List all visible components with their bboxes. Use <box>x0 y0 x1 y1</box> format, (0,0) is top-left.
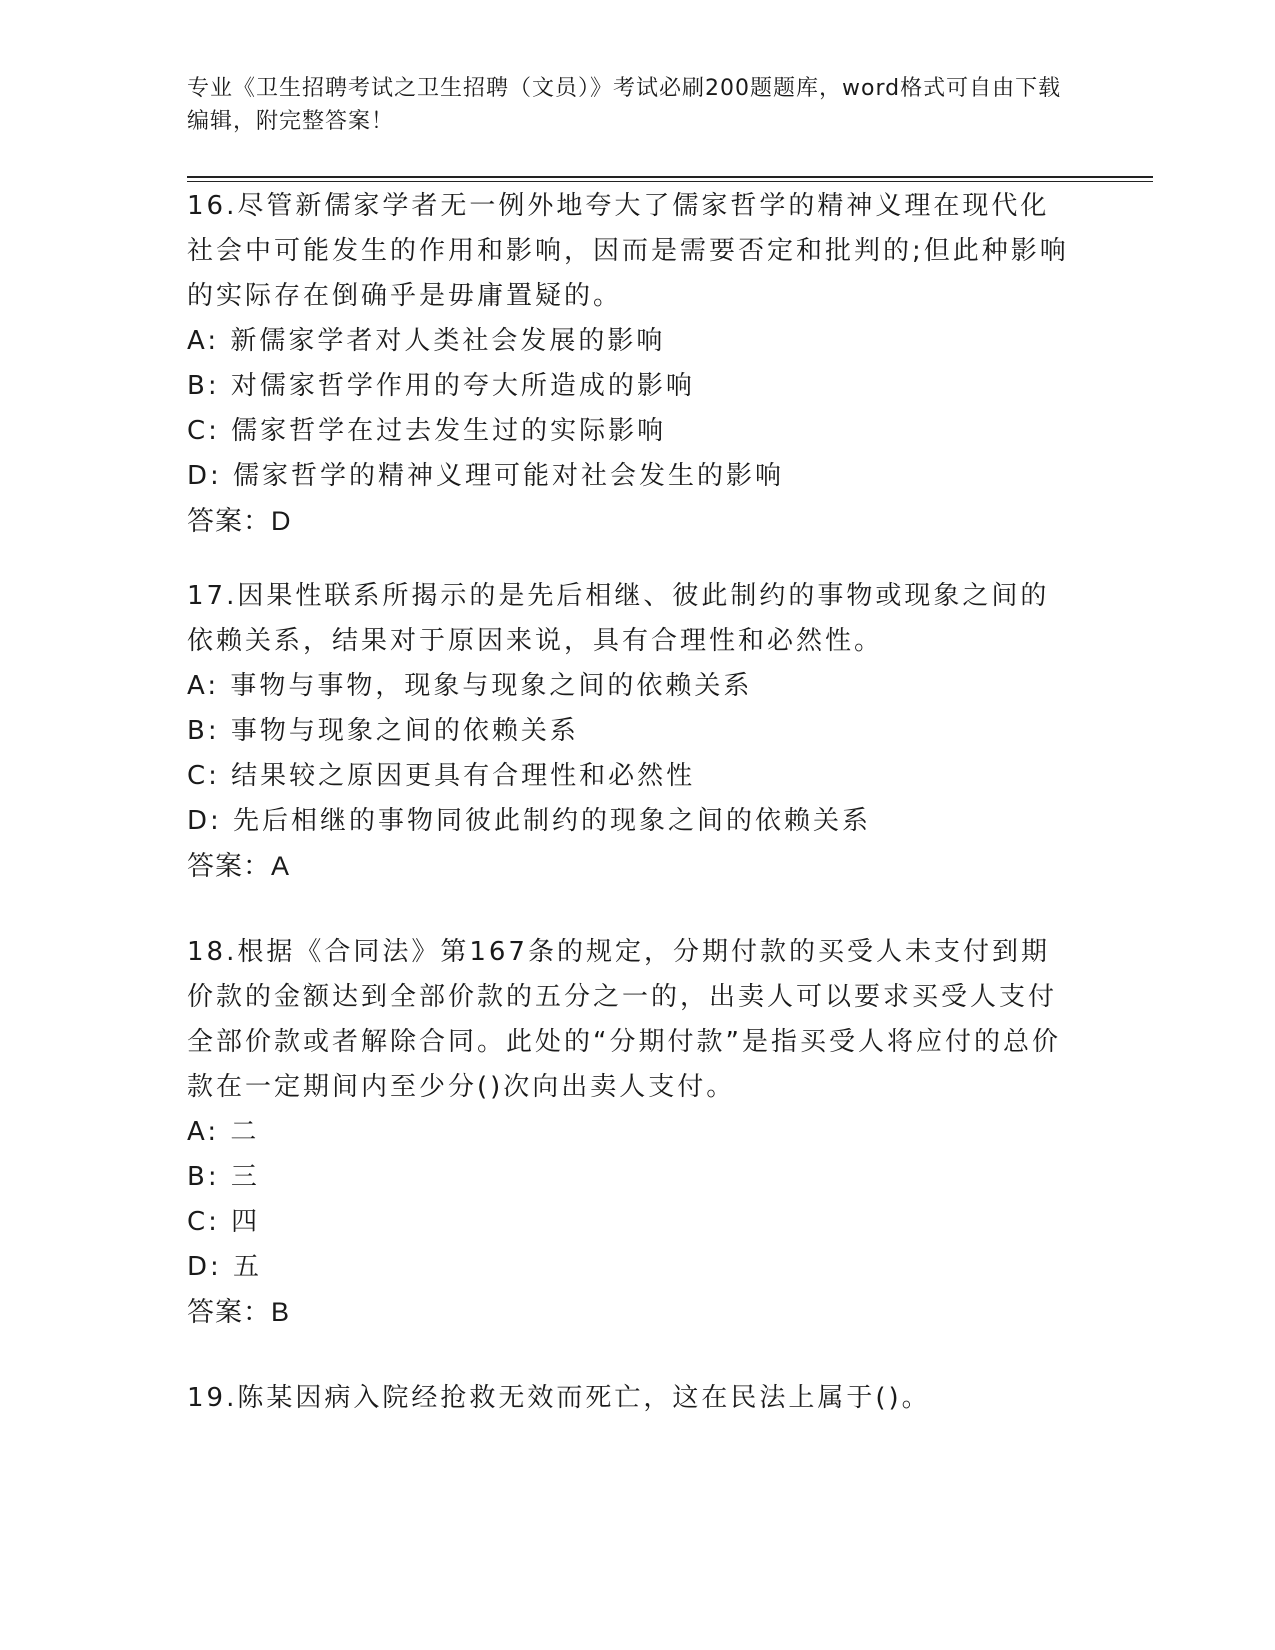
question-stem: 19.陈某因病入院经抢救无效而死亡，这在民法上属于()。 <box>187 1383 931 1413</box>
answer: 答案：D <box>187 506 292 536</box>
question-17 <box>187 574 1072 889</box>
option-b: B: 对儒家哲学作用的夸大所造成的影响 <box>187 371 695 401</box>
header-divider-thin <box>187 181 1153 182</box>
option-a: A: 新儒家学者对人类社会发展的影响 <box>187 326 666 356</box>
question-stem: 16.尽管新儒家学者无一例外地夸大了儒家哲学的精神义理在现代化社会中可能发生的作用和影响，因而是需要否定和批判的;但此种影响的实际存在倒确乎是毋庸置疑的。 <box>187 191 1069 311</box>
question-16 <box>187 184 1072 544</box>
header-divider-thick <box>187 176 1153 178</box>
question-18 <box>187 930 1072 1335</box>
option-d: D: 先后相继的事物同彼此制约的现象之间的依赖关系 <box>187 806 872 836</box>
question-stem: 17.因果性联系所揭示的是先后相继、彼此制约的事物或现象之间的依赖关系，结果对于原因来说，具有合理性和必然性。 <box>187 581 1050 656</box>
question-stem: 18.根据《合同法》第167条的规定，分期付款的买受人未支付到期价款的金额达到全部价款的五分之一的，出卖人可以要求买受人支付全部价款或者解除合同。此处的“分期付款”是指买受人将应付的总价款在一定期间内至少分()次向出卖人支付。 <box>187 937 1061 1102</box>
option-b: B: 三 <box>187 1162 260 1192</box>
question-19 <box>187 1376 1072 1421</box>
option-d: D: 五 <box>187 1252 263 1282</box>
option-d: D: 儒家哲学的精神义理可能对社会发生的影响 <box>187 461 785 491</box>
option-b: B: 事物与现象之间的依赖关系 <box>187 716 579 746</box>
answer: 答案：A <box>187 851 291 881</box>
option-c: C: 结果较之原因更具有合理性和必然性 <box>187 761 696 791</box>
answer: 答案：B <box>187 1297 291 1327</box>
option-c: C: 四 <box>187 1207 261 1237</box>
option-a: A: 事物与事物，现象与现象之间的依赖关系 <box>187 671 753 701</box>
option-a: A: 二 <box>187 1117 260 1147</box>
document-header: 专业《卫生招聘考试之卫生招聘（文员）》考试必刷200题题库，word格式可自由下载编辑，附完整答案！ <box>187 76 1062 134</box>
option-c: C: 儒家哲学在过去发生过的实际影响 <box>187 416 667 446</box>
